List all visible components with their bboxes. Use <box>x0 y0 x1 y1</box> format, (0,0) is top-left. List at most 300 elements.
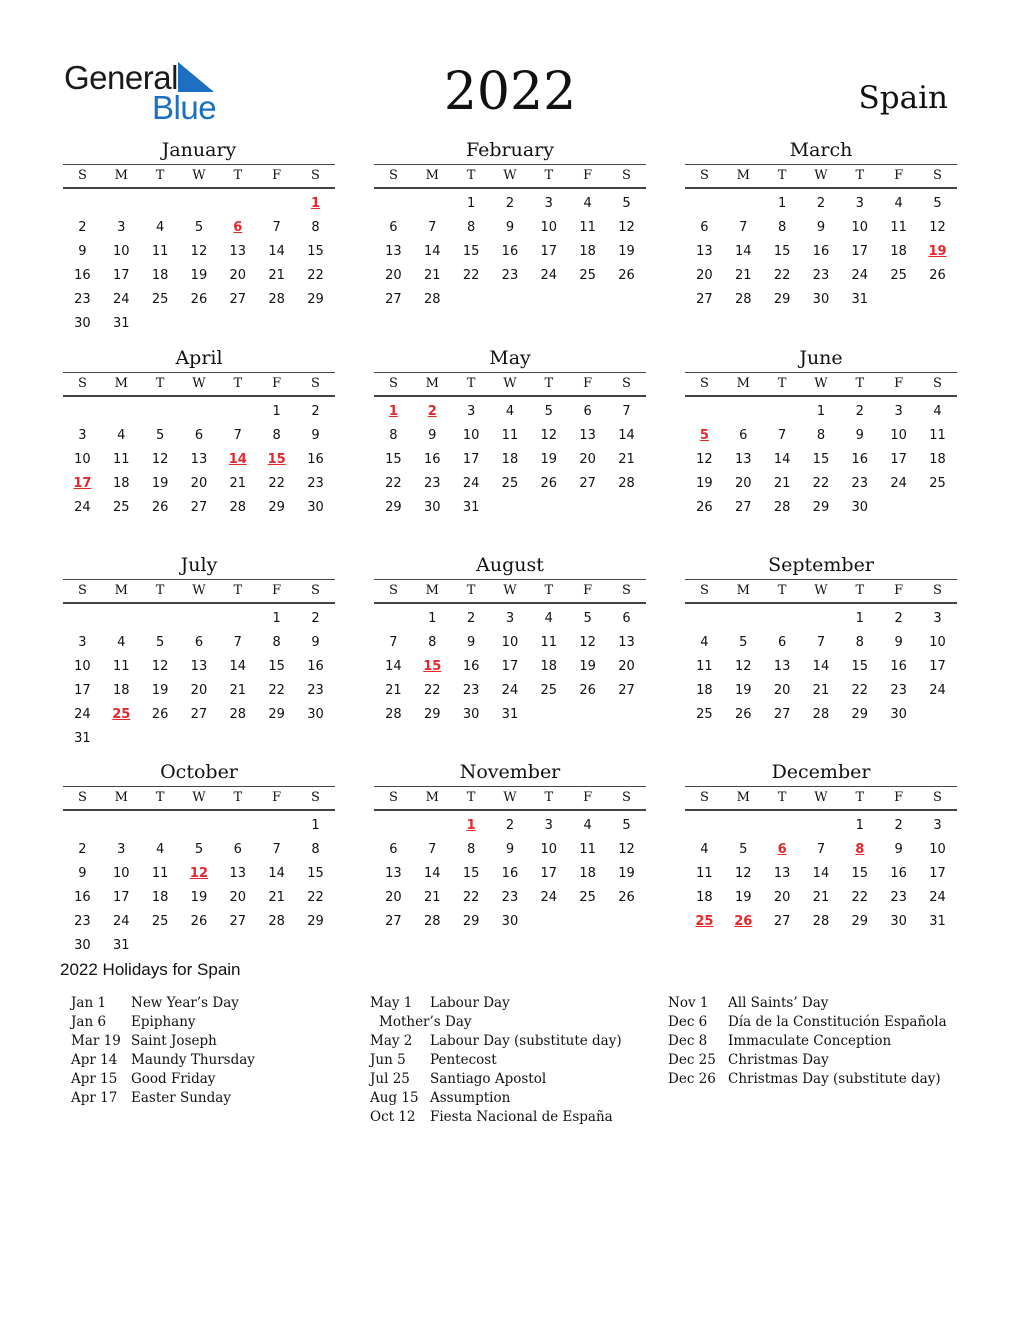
week-row <box>685 631 957 655</box>
weekday-header: M <box>425 583 439 598</box>
empty-day-cell <box>491 288 530 312</box>
month-september <box>685 553 957 727</box>
empty-day-cell <box>568 910 607 934</box>
empty-day-cell <box>180 607 219 631</box>
day-cell: 8 <box>855 635 864 650</box>
week-row <box>374 703 646 727</box>
day-grid <box>374 604 646 727</box>
month-name: January <box>161 139 237 161</box>
week-row <box>374 216 646 240</box>
holiday-day-cell: 15 <box>423 659 442 674</box>
day-cell: 15 <box>462 866 480 881</box>
day-cell: 19 <box>696 476 713 491</box>
day-cell: 14 <box>268 866 285 881</box>
day-cell: 1 <box>855 611 864 626</box>
weekday-header: W <box>192 376 206 391</box>
day-cell: 11 <box>151 244 169 259</box>
day-cell: 18 <box>579 866 596 881</box>
day-cell: 14 <box>423 244 441 259</box>
day-cell: 3 <box>466 404 476 419</box>
day-cell: 12 <box>734 659 752 674</box>
day-cell: 31 <box>851 292 869 307</box>
week-row <box>685 655 957 679</box>
empty-day-cell <box>218 192 257 216</box>
day-grid <box>374 811 646 934</box>
weekday-header: F <box>583 790 593 805</box>
day-cell: 23 <box>74 914 91 929</box>
day-cell: 15 <box>812 452 830 467</box>
day-cell: 11 <box>929 428 946 443</box>
day-cell: 30 <box>423 500 441 515</box>
holiday-day-cell: 1 <box>388 404 398 419</box>
day-cell: 13 <box>229 866 247 881</box>
week-row <box>63 448 335 472</box>
day-cell: 2 <box>78 842 87 857</box>
day-cell: 24 <box>74 707 91 722</box>
week-row <box>374 910 646 934</box>
empty-day-cell <box>607 496 646 520</box>
day-cell: 8 <box>816 428 826 443</box>
month-june <box>685 346 957 520</box>
day-cell: 16 <box>74 268 91 283</box>
day-cell: 4 <box>700 635 709 650</box>
day-grid <box>685 604 957 727</box>
month-name: November <box>459 761 561 783</box>
empty-day-cell <box>413 814 452 838</box>
day-cell: 9 <box>505 220 515 235</box>
week-row <box>685 886 957 910</box>
day-cell: 5 <box>194 842 204 857</box>
empty-day-cell <box>763 607 802 631</box>
empty-day-cell <box>724 814 763 838</box>
day-cell: 18 <box>151 268 169 283</box>
day-cell: 18 <box>112 683 130 698</box>
month-august <box>374 553 646 727</box>
day-cell: 25 <box>112 500 130 515</box>
day-cell: 26 <box>579 683 596 698</box>
day-cell: 4 <box>583 196 592 211</box>
empty-day-cell <box>257 934 296 958</box>
holidays-column <box>668 994 968 1089</box>
day-cell: 2 <box>505 818 515 833</box>
day-cell: 30 <box>74 938 91 953</box>
weekday-header: M <box>736 790 750 805</box>
day-cell: 28 <box>229 707 247 722</box>
weekday-header: S <box>933 168 942 183</box>
day-cell: 21 <box>229 476 247 491</box>
day-cell: 11 <box>696 866 713 881</box>
weekday-header: S <box>77 376 87 391</box>
day-cell: 29 <box>307 914 324 929</box>
day-cell: 17 <box>929 659 946 674</box>
day-cell: 29 <box>812 500 830 515</box>
day-cell: 4 <box>155 842 165 857</box>
day-cell: 4 <box>155 220 165 235</box>
day-cell: 14 <box>773 452 791 467</box>
empty-day-cell <box>529 910 568 934</box>
week-row <box>63 703 335 727</box>
day-cell: 22 <box>423 683 441 698</box>
empty-day-cell <box>218 607 257 631</box>
day-grid <box>685 189 957 312</box>
empty-day-cell <box>685 400 724 424</box>
day-cell: 12 <box>579 635 596 650</box>
day-cell: 24 <box>540 268 558 283</box>
day-cell: 6 <box>583 404 592 419</box>
week-row <box>374 448 646 472</box>
day-cell: 20 <box>773 890 791 905</box>
day-cell: 5 <box>622 818 631 833</box>
day-cell: 6 <box>739 428 748 443</box>
day-cell: 13 <box>190 659 208 674</box>
week-row <box>63 400 335 424</box>
day-cell: 26 <box>618 268 635 283</box>
day-cell: 23 <box>812 268 830 283</box>
day-cell: 21 <box>229 683 247 698</box>
day-cell: 20 <box>190 683 208 698</box>
day-cell: 11 <box>112 659 130 674</box>
empty-day-cell <box>257 727 296 751</box>
day-cell: 2 <box>78 220 87 235</box>
weekday-header-row <box>374 580 646 602</box>
day-cell: 8 <box>466 220 476 235</box>
weekday-header: W <box>192 790 206 805</box>
day-cell: 12 <box>151 659 169 674</box>
weekday-header: W <box>192 583 206 598</box>
day-cell: 19 <box>618 244 635 259</box>
day-cell: 6 <box>389 842 398 857</box>
week-row <box>374 472 646 496</box>
day-cell: 31 <box>501 707 519 722</box>
month-october <box>63 760 335 958</box>
day-cell: 12 <box>190 244 208 259</box>
day-cell: 20 <box>618 659 635 674</box>
day-cell: 7 <box>816 842 826 857</box>
day-cell: 25 <box>696 707 713 722</box>
weekday-header: F <box>583 376 593 391</box>
empty-day-cell <box>102 814 141 838</box>
day-cell: 16 <box>307 452 324 467</box>
day-grid <box>63 604 335 751</box>
empty-day-cell <box>413 192 452 216</box>
holiday-name: Mother’s Day <box>379 1014 472 1030</box>
day-cell: 21 <box>812 683 830 698</box>
day-cell: 7 <box>272 220 281 235</box>
holiday-item <box>668 994 968 1013</box>
empty-day-cell <box>257 192 296 216</box>
holiday-name: Santiago Apostol <box>430 1071 547 1087</box>
day-cell: 28 <box>734 292 752 307</box>
empty-day-cell <box>918 496 957 520</box>
holiday-date: Apr 14 <box>71 1052 118 1068</box>
month-november <box>374 760 646 934</box>
day-cell: 25 <box>579 268 596 283</box>
weekday-header: T <box>544 376 554 391</box>
empty-day-cell <box>63 400 102 424</box>
day-cell: 23 <box>501 268 519 283</box>
holiday-name: Epiphany <box>131 1014 196 1030</box>
day-cell: 22 <box>462 890 480 905</box>
day-cell: 21 <box>734 268 752 283</box>
day-cell: 1 <box>777 196 787 211</box>
weekday-header: T <box>233 790 243 805</box>
day-cell: 19 <box>618 866 635 881</box>
empty-day-cell <box>218 400 257 424</box>
day-cell: 22 <box>307 268 324 283</box>
holiday-day-cell: 6 <box>233 220 243 235</box>
empty-day-cell <box>568 703 607 727</box>
day-cell: 29 <box>268 500 285 515</box>
day-cell: 11 <box>579 220 596 235</box>
day-cell: 4 <box>544 611 553 626</box>
day-cell: 7 <box>622 404 631 419</box>
day-cell: 16 <box>890 866 907 881</box>
holiday-date: Jun 5 <box>370 1052 406 1068</box>
day-cell: 21 <box>385 683 402 698</box>
empty-day-cell <box>141 727 180 751</box>
day-cell: 16 <box>423 452 441 467</box>
day-cell: 21 <box>618 452 635 467</box>
weekday-header-row <box>63 165 335 187</box>
weekday-header: M <box>425 168 439 183</box>
day-cell: 15 <box>268 659 285 674</box>
week-row <box>685 400 957 424</box>
day-cell: 27 <box>385 914 402 929</box>
weekday-header: S <box>699 376 709 391</box>
day-cell: 27 <box>618 683 635 698</box>
week-row <box>374 400 646 424</box>
holiday-name: All Saints’ Day <box>728 995 829 1011</box>
day-cell: 22 <box>851 683 869 698</box>
week-row <box>685 496 957 520</box>
weekday-header: T <box>544 168 554 183</box>
weekday-header: M <box>736 168 750 183</box>
day-cell: 18 <box>696 683 713 698</box>
day-cell: 21 <box>423 268 441 283</box>
day-cell: 22 <box>268 683 285 698</box>
holiday-day-cell: 1 <box>310 196 320 211</box>
day-cell: 26 <box>734 707 752 722</box>
day-cell: 17 <box>74 683 91 698</box>
empty-day-cell <box>218 814 257 838</box>
day-cell: 17 <box>540 244 558 259</box>
week-row <box>63 288 335 312</box>
week-row <box>685 472 957 496</box>
holiday-day-cell: 19 <box>928 244 947 259</box>
empty-day-cell <box>102 727 141 751</box>
day-cell: 4 <box>117 635 126 650</box>
holiday-item <box>668 1032 968 1051</box>
month-name: September <box>768 554 874 576</box>
holiday-name: New Year’s Day <box>131 995 239 1011</box>
weekday-header: S <box>699 168 709 183</box>
weekday-header: F <box>583 583 593 598</box>
holiday-day-cell: 25 <box>695 914 714 929</box>
day-cell: 8 <box>272 428 281 443</box>
holiday-name: Fiesta Nacional de España <box>430 1109 613 1125</box>
day-cell: 30 <box>890 914 907 929</box>
day-cell: 12 <box>540 428 558 443</box>
day-cell: 3 <box>855 196 864 211</box>
day-cell: 15 <box>307 866 324 881</box>
day-cell: 26 <box>696 500 713 515</box>
day-cell: 11 <box>890 220 907 235</box>
holiday-item <box>71 1013 371 1032</box>
day-cell: 26 <box>540 476 558 491</box>
weekday-header: S <box>77 168 87 183</box>
weekday-header: W <box>503 583 517 598</box>
day-grid <box>685 397 957 520</box>
day-cell: 14 <box>423 866 441 881</box>
weekday-header: F <box>272 376 282 391</box>
page-title-year: 2022 <box>443 62 577 122</box>
empty-day-cell <box>257 312 296 336</box>
day-cell: 28 <box>773 500 791 515</box>
week-row <box>63 727 335 751</box>
weekday-header: W <box>814 583 828 598</box>
weekday-header-row <box>685 580 957 602</box>
day-cell: 26 <box>929 268 946 283</box>
day-cell: 27 <box>696 292 713 307</box>
holiday-name: Pentecost <box>430 1052 497 1068</box>
day-cell: 25 <box>929 476 946 491</box>
weekday-header: T <box>777 790 787 805</box>
day-cell: 10 <box>501 635 519 650</box>
day-cell: 16 <box>501 244 519 259</box>
holiday-name: Labour Day (substitute day) <box>430 1033 622 1049</box>
day-cell: 9 <box>311 635 320 650</box>
weekday-header: S <box>388 790 398 805</box>
month-name: April <box>175 347 223 369</box>
day-cell: 18 <box>112 476 130 491</box>
day-cell: 7 <box>428 220 437 235</box>
weekday-header: S <box>311 376 320 391</box>
day-cell: 12 <box>618 220 635 235</box>
empty-day-cell <box>607 288 646 312</box>
holiday-day-cell: 26 <box>734 914 753 929</box>
holiday-day-cell: 17 <box>73 476 92 491</box>
weekday-header: M <box>425 376 439 391</box>
week-row <box>685 679 957 703</box>
day-cell: 11 <box>540 635 558 650</box>
week-row <box>63 496 335 520</box>
empty-day-cell <box>685 192 724 216</box>
day-cell: 24 <box>462 476 480 491</box>
week-row <box>63 862 335 886</box>
day-cell: 4 <box>933 404 942 419</box>
empty-day-cell <box>568 496 607 520</box>
week-row <box>63 910 335 934</box>
day-cell: 29 <box>851 914 869 929</box>
weekday-header: F <box>272 790 282 805</box>
day-cell: 7 <box>389 635 398 650</box>
holidays-column <box>71 994 371 1108</box>
day-cell: 5 <box>544 404 553 419</box>
day-cell: 25 <box>579 890 596 905</box>
day-cell: 12 <box>151 452 169 467</box>
holiday-name: Christmas Day <box>728 1052 829 1068</box>
day-cell: 7 <box>739 220 748 235</box>
weekday-header: S <box>699 790 709 805</box>
week-row <box>374 424 646 448</box>
day-cell: 20 <box>773 683 791 698</box>
month-may <box>374 346 646 520</box>
week-row <box>374 496 646 520</box>
holidays-column <box>370 994 670 1127</box>
day-cell: 20 <box>734 476 752 491</box>
day-cell: 19 <box>540 452 558 467</box>
day-cell: 12 <box>618 842 635 857</box>
holiday-date: Mar 19 <box>71 1033 121 1049</box>
day-cell: 22 <box>307 890 324 905</box>
day-cell: 14 <box>268 244 285 259</box>
day-cell: 3 <box>117 842 126 857</box>
day-cell: 13 <box>773 866 791 881</box>
empty-day-cell <box>802 607 841 631</box>
holiday-item <box>668 1070 968 1089</box>
day-cell: 6 <box>389 220 398 235</box>
week-row <box>374 264 646 288</box>
holiday-item <box>370 1013 670 1032</box>
day-cell: 16 <box>307 659 324 674</box>
week-row <box>63 424 335 448</box>
empty-day-cell <box>141 192 180 216</box>
day-cell: 28 <box>812 914 830 929</box>
holiday-day-cell: 1 <box>466 818 476 833</box>
month-name: March <box>789 139 853 161</box>
empty-day-cell <box>180 192 219 216</box>
day-cell: 18 <box>501 452 519 467</box>
day-cell: 24 <box>74 500 91 515</box>
day-cell: 22 <box>385 476 402 491</box>
weekday-header: T <box>855 583 865 598</box>
weekday-header: S <box>622 790 631 805</box>
weekday-header: S <box>622 583 631 598</box>
day-cell: 27 <box>734 500 752 515</box>
week-row <box>374 886 646 910</box>
day-cell: 3 <box>933 611 942 626</box>
day-cell: 11 <box>151 866 169 881</box>
empty-day-cell <box>296 312 335 336</box>
weekday-header: F <box>272 583 282 598</box>
day-cell: 6 <box>777 635 787 650</box>
empty-day-cell <box>296 727 335 751</box>
holiday-item <box>71 1032 371 1051</box>
day-cell: 28 <box>385 707 402 722</box>
day-cell: 18 <box>696 890 713 905</box>
day-cell: 3 <box>544 196 553 211</box>
holiday-day-cell: 14 <box>228 452 247 467</box>
day-cell: 8 <box>466 842 476 857</box>
day-cell: 28 <box>423 292 441 307</box>
day-cell: 30 <box>890 707 907 722</box>
day-cell: 13 <box>734 452 752 467</box>
empty-day-cell <box>141 400 180 424</box>
day-cell: 16 <box>462 659 480 674</box>
week-row <box>685 264 957 288</box>
weekday-header-row <box>685 165 957 187</box>
month-april <box>63 346 335 520</box>
holiday-name: Maundy Thursday <box>131 1052 255 1068</box>
weekday-header: S <box>933 376 942 391</box>
day-cell: 17 <box>501 659 519 674</box>
month-name: October <box>160 761 238 783</box>
day-cell: 30 <box>307 707 324 722</box>
day-cell: 13 <box>773 659 791 674</box>
empty-day-cell <box>879 288 918 312</box>
weekday-header: T <box>777 376 787 391</box>
day-cell: 30 <box>462 707 480 722</box>
